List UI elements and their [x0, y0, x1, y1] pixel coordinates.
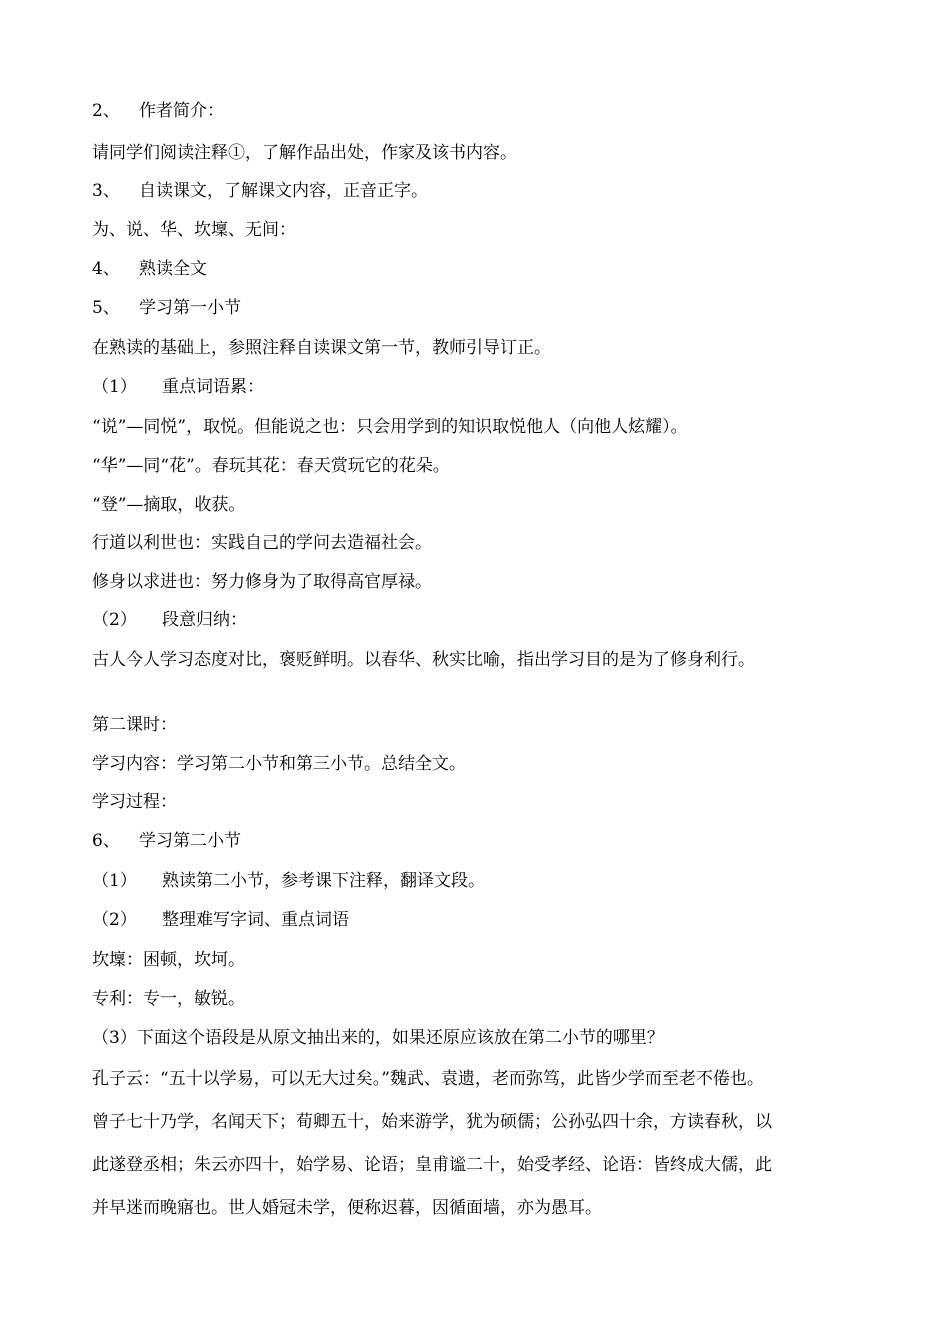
item-number: 3、 [92, 181, 120, 201]
sub-heading [92, 609, 247, 631]
paragraph: “登”—摘取，收获。 [92, 495, 246, 515]
paragraph: “说”—同悦”，取悦。但能说之也：只会用学到的知识取悦他人（向他人炫耀）。 [92, 417, 688, 437]
item-number: （1） [92, 377, 137, 397]
item-text: 段意归纳： [162, 610, 247, 630]
passage-line: 此遂登丞相；朱云亦四十，始学易、论语；皇甫谧二十，始受孝经、论语：皆终成大儒，此 [92, 1155, 772, 1175]
passage-line: 曾子七十乃学，名闻天下；荀卿五十，始来游学，犹为硕儒；公孙弘四十余，方读春秋，以 [92, 1112, 772, 1132]
section-heading [92, 258, 207, 280]
paragraph: 学习过程： [92, 792, 177, 812]
passage-line: 孔子云：“五十以学易，可以无大过矣。”魏武、袁遗，老而弥笃，此皆少学而至老不倦也。 [92, 1069, 764, 1089]
sub-heading [92, 376, 264, 398]
sub-heading [92, 909, 349, 931]
item-text: 作者简介： [139, 101, 224, 121]
section-heading [92, 180, 428, 202]
paragraph: 为、说、华、坎壈、无间： [92, 220, 296, 240]
passage-line: 并早迷而晚寤也。世人婚冠未学，便称迟暮，因循面墙，亦为愚耳。 [92, 1198, 602, 1218]
paragraph: 古人今人学习态度对比，褒贬鲜明。以春华、秋实比喻，指出学习目的是为了修身利行。 [92, 650, 755, 670]
item-number: 5、 [92, 298, 120, 318]
item-text: 整理难写字词、重点词语 [162, 910, 349, 930]
paragraph: 学习内容：学习第二小节和第三小节。总结全文。 [92, 754, 466, 774]
item-text: 重点词语累： [162, 377, 264, 397]
paragraph: 修身以求进也：努力修身为了取得高官厚禄。 [92, 572, 432, 592]
item-number: （2） [92, 910, 137, 930]
item-number: 6、 [92, 831, 120, 851]
sub-heading [92, 870, 485, 892]
item-text: 学习第二小节 [139, 831, 241, 851]
item-text: 熟读第二小节，参考课下注释，翻译文段。 [162, 871, 485, 891]
item-number: （1） [92, 871, 137, 891]
paragraph: （3）下面这个语段是从原文抽出来的，如果还原应该放在第二小节的哪里？ [92, 1028, 664, 1048]
item-text: 自读课文，了解课文内容，正音正字。 [139, 181, 428, 201]
section-heading [92, 100, 224, 122]
paragraph: “华”—同“花”。春玩其花：春天赏玩它的花朵。 [92, 456, 450, 476]
paragraph: 在熟读的基础上，参照注释自读课文第一节，教师引导订正。 [92, 338, 551, 358]
section-heading [92, 830, 241, 852]
paragraph: 坎壈：困顿，坎坷。 [92, 950, 245, 970]
paragraph: 专利：专一，敏锐。 [92, 989, 245, 1009]
lesson-heading: 第二课时： [92, 715, 177, 735]
section-heading [92, 297, 241, 319]
item-number: 2、 [92, 101, 120, 121]
paragraph: 请同学们阅读注释①，了解作品出处，作家及该书内容。 [92, 143, 517, 163]
paragraph: 行道以利世也：实践自己的学问去造福社会。 [92, 533, 432, 553]
item-number: （2） [92, 610, 137, 630]
item-number: 4、 [92, 259, 120, 279]
item-text: 学习第一小节 [139, 298, 241, 318]
item-text: 熟读全文 [139, 259, 207, 279]
